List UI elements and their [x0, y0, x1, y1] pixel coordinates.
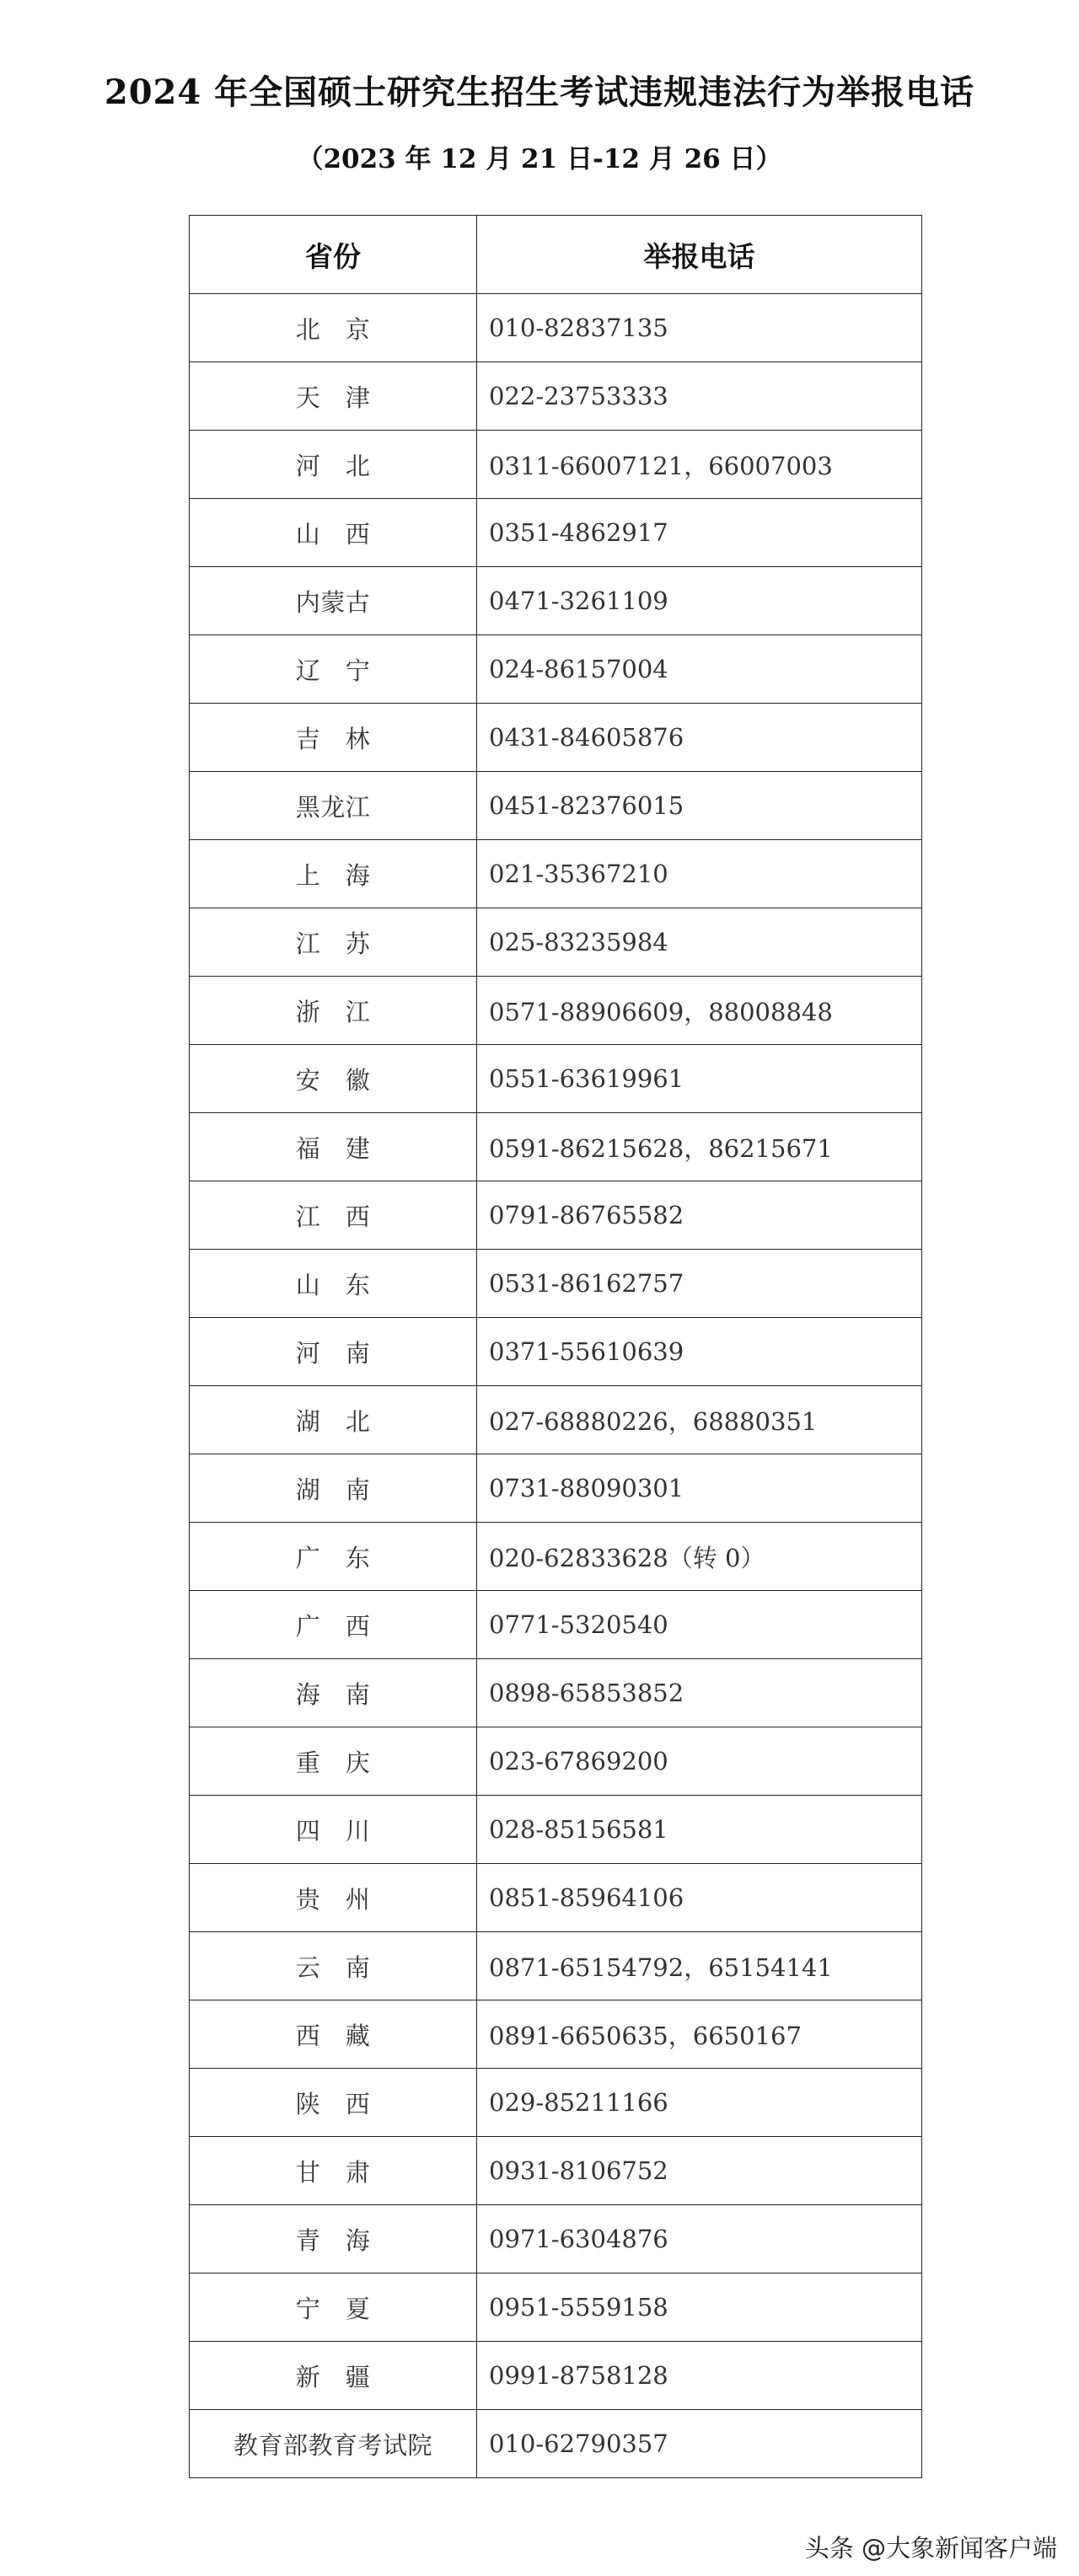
province-cell: 上 海	[190, 840, 477, 908]
province-cell: 山 西	[190, 499, 477, 567]
phone-number-cell: 0951-5559158	[477, 2273, 922, 2342]
phone-number-cell: 010-82837135	[477, 294, 922, 362]
phone-number-cell: 0771-5320540	[477, 1591, 922, 1659]
province-cell: 陕 西	[190, 2069, 477, 2137]
province-cell: 浙 江	[190, 977, 477, 1045]
table-row	[190, 1113, 922, 1181]
province-cell: 山 东	[190, 1250, 477, 1318]
phone-number-cell: 0351-4862917	[477, 499, 922, 567]
table-row	[190, 772, 922, 840]
province-cell: 辽 宁	[190, 635, 477, 704]
table-row	[190, 499, 922, 567]
province-cell: 安 徽	[190, 1045, 477, 1113]
table-row	[190, 1318, 922, 1386]
phone-number-cell: 0471-3261109	[477, 567, 922, 635]
table-row	[190, 840, 922, 908]
province-cell: 北 京	[190, 294, 477, 362]
province-cell: 黑龙江	[190, 772, 477, 840]
phone-number-cell: 0451-82376015	[477, 772, 922, 840]
table-row	[190, 2000, 922, 2069]
phone-number-cell: 025-83235984	[477, 908, 922, 977]
province-cell: 河 南	[190, 1318, 477, 1386]
phone-number-cell: 0531-86162757	[477, 1250, 922, 1318]
page-title: 2024 年全国硕士研究生招生考试违规违法行为举报电话	[104, 72, 975, 112]
phone-number-cell: 0851-85964106	[477, 1864, 922, 1932]
phone-number-cell: 0791-86765582	[477, 1181, 922, 1250]
phone-number-cell: 0891-6650635，6650167	[477, 2000, 922, 2069]
province-cell: 西 藏	[190, 2000, 477, 2069]
table-row	[190, 2410, 922, 2478]
table-body	[190, 294, 922, 2478]
phone-number-cell: 0991-8758128	[477, 2342, 922, 2410]
table-row	[190, 1454, 922, 1523]
table-row	[190, 977, 922, 1045]
table-row	[190, 2205, 922, 2273]
province-cell: 宁 夏	[190, 2273, 477, 2342]
column-header-province: 省份	[190, 216, 477, 294]
phone-number-cell: 010-62790357	[477, 2410, 922, 2478]
table-header-row	[190, 216, 922, 294]
table-row	[190, 635, 922, 704]
phone-number-cell: 0931-8106752	[477, 2137, 922, 2205]
phone-number-cell: 024-86157004	[477, 635, 922, 704]
province-cell: 甘 肃	[190, 2137, 477, 2205]
province-cell: 教育部教育考试院	[190, 2410, 477, 2478]
province-cell: 吉 林	[190, 704, 477, 772]
province-cell: 湖 南	[190, 1454, 477, 1523]
table-row	[190, 1045, 922, 1113]
phone-number-cell: 0311-66007121，66007003	[477, 431, 922, 499]
table-row	[190, 1932, 922, 2000]
phone-number-cell: 0971-6304876	[477, 2205, 922, 2273]
province-cell: 河 北	[190, 431, 477, 499]
table-row	[190, 294, 922, 362]
phone-number-cell: 027-68880226，68880351	[477, 1386, 922, 1454]
date-range-subtitle: （2023 年 12 月 21 日-12 月 26 日）	[297, 144, 782, 174]
phone-number-cell: 0898-65853852	[477, 1659, 922, 1727]
province-cell: 广 西	[190, 1591, 477, 1659]
province-cell: 新 疆	[190, 2342, 477, 2410]
province-cell: 重 庆	[190, 1727, 477, 1796]
province-cell: 天 津	[190, 362, 477, 431]
table-row	[190, 1250, 922, 1318]
phone-number-cell: 023-67869200	[477, 1727, 922, 1796]
phone-number-cell: 029-85211166	[477, 2069, 922, 2137]
province-cell: 江 苏	[190, 908, 477, 977]
hotline-table	[189, 215, 922, 2478]
table-row	[190, 2273, 922, 2342]
table-row	[190, 1659, 922, 1727]
phone-number-cell: 0731-88090301	[477, 1454, 922, 1523]
phone-number-cell: 022-23753333	[477, 362, 922, 431]
province-cell: 青 海	[190, 2205, 477, 2273]
province-cell: 云 南	[190, 1932, 477, 2000]
phone-number-cell: 0591-86215628，86215671	[477, 1113, 922, 1181]
table-row	[190, 1727, 922, 1796]
table-row	[190, 1591, 922, 1659]
phone-number-cell: 0551-63619961	[477, 1045, 922, 1113]
table-row	[190, 2069, 922, 2137]
phone-number-cell: 028-85156581	[477, 1796, 922, 1864]
phone-number-cell: 0871-65154792，65154141	[477, 1932, 922, 2000]
table-row	[190, 567, 922, 635]
table-row	[190, 1181, 922, 1250]
phone-number-cell: 021-35367210	[477, 840, 922, 908]
phone-number-cell: 020-62833628（转 0）	[477, 1523, 922, 1591]
province-cell: 内蒙古	[190, 567, 477, 635]
table-row	[190, 1386, 922, 1454]
province-cell: 贵 州	[190, 1864, 477, 1932]
column-header-phone: 举报电话	[477, 216, 922, 294]
table-row	[190, 908, 922, 977]
table-row	[190, 2137, 922, 2205]
province-cell: 福 建	[190, 1113, 477, 1181]
table-row	[190, 2342, 922, 2410]
table-row	[190, 431, 922, 499]
table-row	[190, 1523, 922, 1591]
source-watermark: 头条 @大象新闻客户端	[804, 2534, 1057, 2563]
province-cell: 广 东	[190, 1523, 477, 1591]
table-row	[190, 704, 922, 772]
phone-number-cell: 0571-88906609，88008848	[477, 977, 922, 1045]
province-cell: 湖 北	[190, 1386, 477, 1454]
province-cell: 江 西	[190, 1181, 477, 1250]
phone-number-cell: 0431-84605876	[477, 704, 922, 772]
province-cell: 海 南	[190, 1659, 477, 1727]
province-cell: 四 川	[190, 1796, 477, 1864]
table-row	[190, 1864, 922, 1932]
phone-number-cell: 0371-55610639	[477, 1318, 922, 1386]
table-row	[190, 1796, 922, 1864]
table-row	[190, 362, 922, 431]
